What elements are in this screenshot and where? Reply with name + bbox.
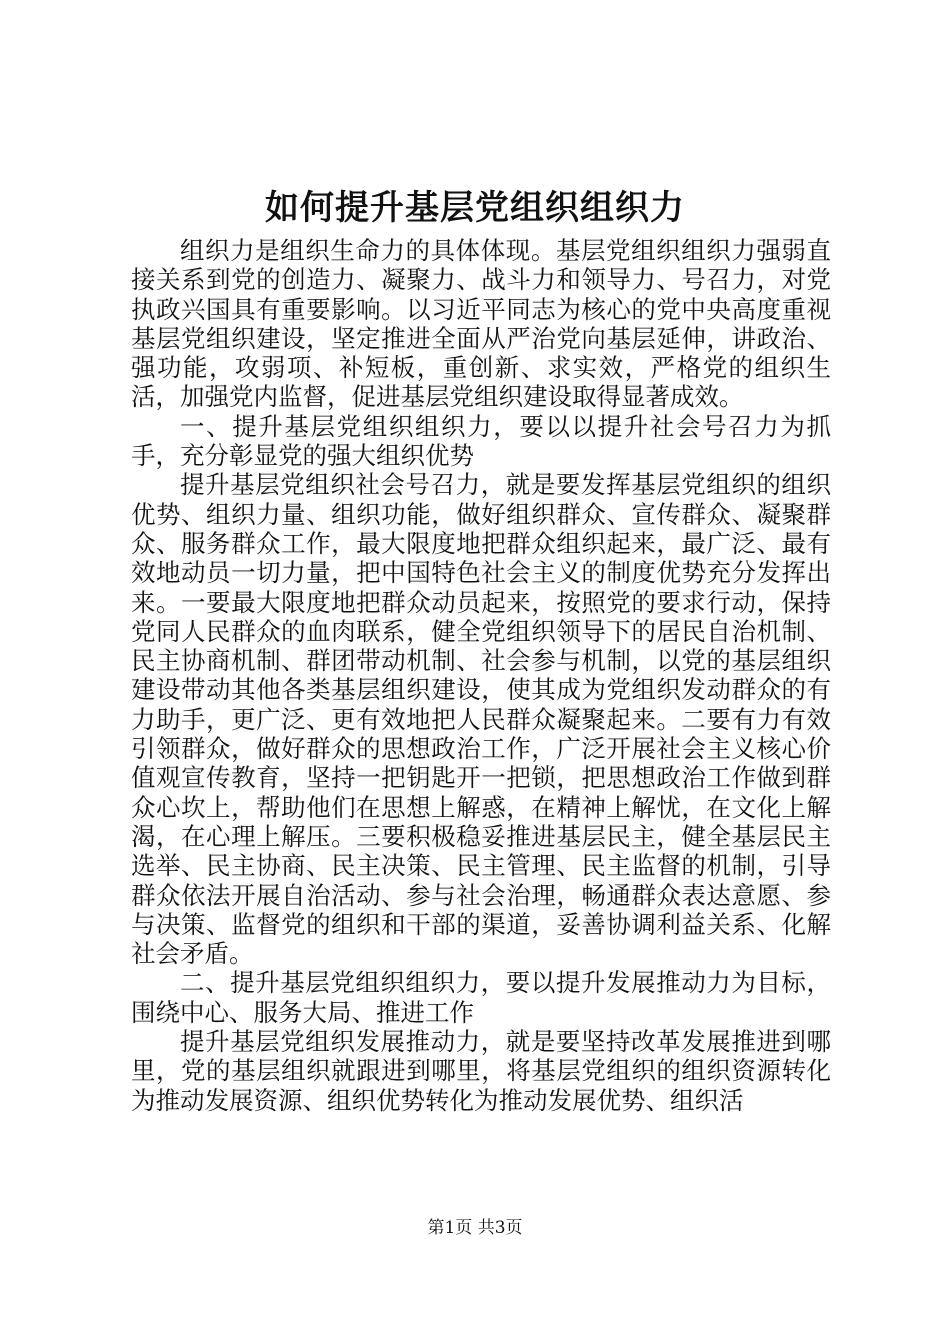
- document-title: 如何提升基层党组织组织力: [265, 188, 685, 228]
- section-heading-2: 二、提升基层党组织组织力，要以提升发展推动力为目标，围绕中心、服务大局、推进工作: [131, 968, 831, 1027]
- page-footer: 第1页 共3页: [427, 1218, 523, 1238]
- paragraph-section-1: 提升基层党组织社会号召力，就是要发挥基层党组织的组织优势、组织力量、组织功能，做好组织群众、宣传群众、凝聚群众、服务群众工作，最大限度地把群众组织起来，最广泛、最有效地动员一切力量，把中国特色社会主义的制度优势充分发挥出来。一要最大限度地把群众动员起来，按照党的要求行动，保持党同人民群众的血肉联系，健全党组织领导下的居民自治机制、民主协商机制、群团带动机制、社会参与机制，以党的基层组织建设带动其他各类基层组织建设，使其成为党组织发动群众的有力助手，更广泛、更有效地把人民群众凝聚起来。二要有力有效引领群众，做好群众的思想政治工作，广泛开展社会主义核心价值观宣传教育，坚持一把钥匙开一把锁，把思想政治工作做到群众心坎上，帮助他们在思想上解惑，在精神上解忧，在文化上解渴，在心理上解压。三要积极稳妥推进基层民主，健全基层民主选举、民主协商、民主决策、民主管理、民主监督的机制，引导群众依法开展自治活动、参与社会治理，畅通群众表达意愿、参与决策、监督党的组织和干部的渠道，妥善协调利益关系、化解社会矛盾。: [131, 470, 831, 969]
- section-heading-1: 一、提升基层党组织组织力，要以以提升社会号召力为抓手，充分彰显党的强大组织优势: [131, 411, 831, 471]
- document-body: [131, 236, 831, 1115]
- paragraph-intro: 组织力是组织生命力的具体体现。基层党组织组织力强弱直接关系到党的创造力、凝聚力、战斗力和领导力、号召力，对党执政兴国具有重要影响。以习近平同志为核心的党中央高度重视基层党组织建设，坚定推进全面从严治党向基层延伸，讲政治、强功能，攻弱项、补短板，重创新、求实效，严格党的组织生活，加强党内监督，促进基层党组织建设取得显著成效。: [131, 236, 831, 412]
- paragraph-section-2: 提升基层党组织发展推动力，就是要坚持改革发展推进到哪里，党的基层组织就跟进到哪里，将基层党组织的组织资源转化为推动发展资源、组织优势转化为推动发展优势、组织活: [131, 1027, 831, 1115]
